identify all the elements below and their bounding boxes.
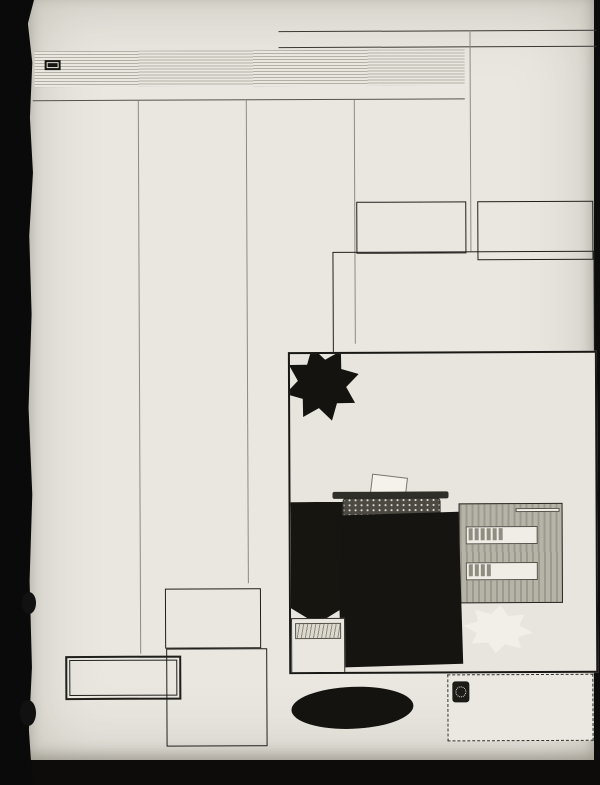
rates-line (31, 87, 467, 89)
column-rule (469, 30, 471, 251)
rates-line (31, 87, 467, 89)
table-top-panel (291, 502, 344, 624)
choice-sub (342, 515, 454, 518)
desk-bullet-sub (304, 441, 446, 442)
brimans-jewelers-ad (291, 684, 415, 731)
mail-coupon (447, 673, 593, 748)
classified-column-4 (357, 99, 462, 199)
desk-bullet (296, 441, 446, 442)
brimans-address (292, 732, 414, 733)
banner-title (65, 49, 465, 51)
choice-color (342, 515, 454, 518)
three-in-one-sale-burst (288, 351, 369, 431)
desk-bullet (296, 441, 446, 442)
desk-ad-tagline (294, 426, 484, 427)
cabinet-shelf (466, 562, 538, 580)
desk-ad-title (358, 355, 594, 356)
choice-heading (342, 515, 454, 518)
classified-column-transportation (477, 45, 592, 199)
safe-storage-block (531, 569, 593, 669)
rates-line (31, 87, 467, 89)
needs-little-space-burst (461, 602, 535, 657)
desk-ad-bullets (296, 441, 446, 442)
scan-smudge (22, 592, 36, 614)
scan-smudge (20, 700, 36, 726)
coupon-body (447, 674, 593, 742)
file-folders-illustration (295, 623, 341, 639)
perfect-line (342, 518, 454, 521)
cabinet-shelf (466, 526, 538, 544)
downtown-stadium-barber-ad (356, 201, 466, 253)
desk-cabinet-display-ad (288, 351, 598, 674)
page-content (26, 0, 595, 762)
shop-your-tab (47, 62, 59, 68)
included-free-panel (291, 618, 345, 674)
ku-barber-shop-ad (166, 648, 267, 746)
scan-edge-bottom (0, 760, 600, 785)
jims-cafe-ad (165, 588, 261, 648)
desk-ad-subtitle (362, 391, 592, 392)
classified-column-2 (141, 100, 247, 583)
features-list (342, 518, 454, 521)
color-choice-panel (337, 512, 464, 668)
scan-edge-left (0, 0, 34, 785)
newspaper-page (28, 0, 594, 761)
patronize-advertisers-ad (65, 656, 181, 701)
choice-color (342, 515, 454, 518)
lawrence-roller-rink-ad (477, 201, 593, 261)
sale-priced-flag (494, 405, 586, 413)
telephone-icon (452, 681, 469, 702)
sunflower-stables-ad (332, 251, 594, 355)
classified-column-1 (35, 101, 140, 654)
shelf-note (516, 508, 560, 512)
choice-or (342, 515, 454, 518)
classified-banner (35, 49, 465, 87)
